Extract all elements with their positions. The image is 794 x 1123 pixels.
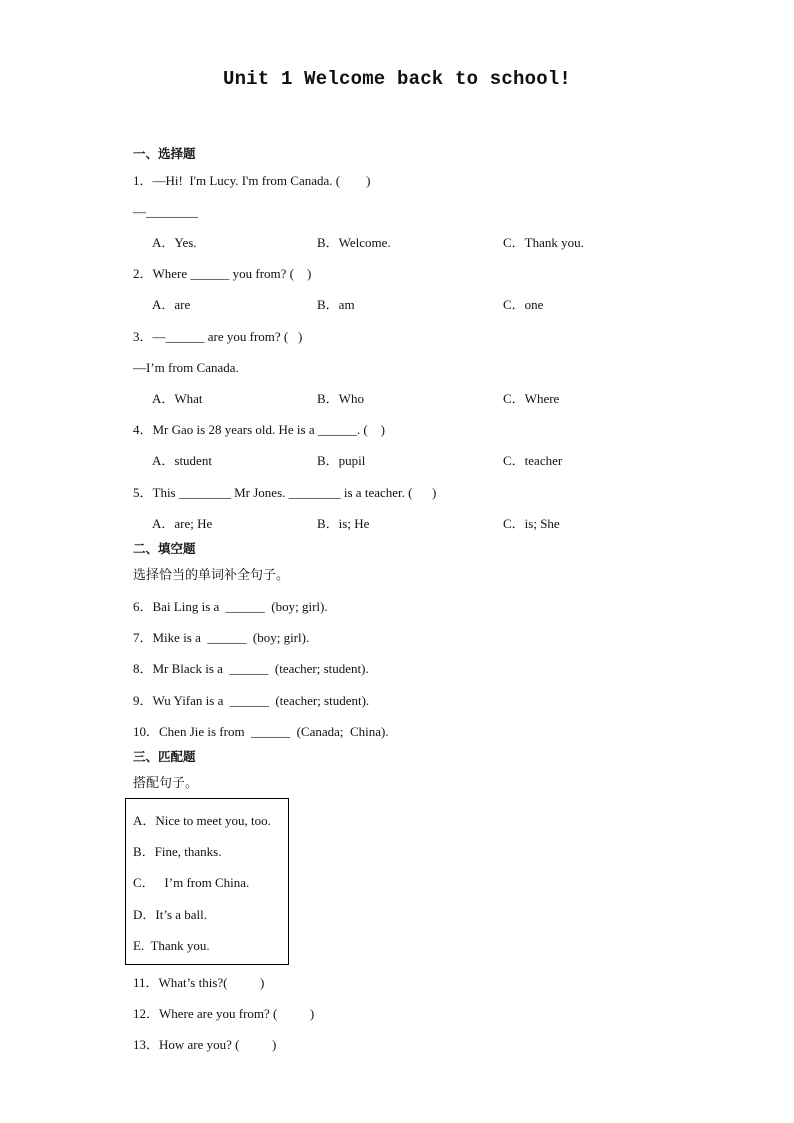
section-instruction: 选择恰当的单词补全句子。 xyxy=(133,568,290,583)
question-answer-blank: —________ xyxy=(133,204,198,219)
page-title: Unit 1 Welcome back to school! xyxy=(222,68,572,90)
option-a: A．Yes. xyxy=(152,235,197,250)
question-stem: 3．—______ are you from? ( ) xyxy=(133,329,303,344)
fill-blank-item: 6．Bai Ling is a ______ (boy; girl). xyxy=(133,599,328,614)
option-c: C．one xyxy=(503,297,544,312)
question-stem: 1．—Hi! I'm Lucy. I'm from Canada. ( ) xyxy=(133,173,371,188)
section-heading-fill-blank: 二、填空题 xyxy=(133,541,196,556)
section-heading-choice: 一、选择题 xyxy=(133,146,196,161)
matching-choice: A．Nice to meet you, too. xyxy=(133,813,271,828)
option-c: C．Thank you. xyxy=(503,235,584,250)
matching-question: 13．How are you? ( ) xyxy=(133,1037,277,1052)
section-heading-matching: 三、匹配题 xyxy=(133,749,196,764)
option-a: A．are xyxy=(152,297,191,312)
option-a: A．student xyxy=(152,453,212,468)
matching-choice: E. Thank you. xyxy=(133,938,210,953)
option-c: C．teacher xyxy=(503,453,563,468)
matching-choice: D．It’s a ball. xyxy=(133,907,208,922)
option-b: B．Who xyxy=(317,391,364,406)
fill-blank-item: 9．Wu Yifan is a ______ (teacher; student). xyxy=(133,693,370,708)
option-a: A．are; He xyxy=(152,516,213,531)
matching-question: 12．Where are you from? ( ) xyxy=(133,1006,315,1021)
option-b: B．is; He xyxy=(317,516,370,531)
question-stem: 4．Mr Gao is 28 years old. He is a ______. ( ) xyxy=(133,422,386,437)
fill-blank-item: 10．Chen Jie is from ______ (Canada; China). xyxy=(133,724,389,739)
option-b: B．Welcome. xyxy=(317,235,391,250)
matching-question: 11．What’s this?( ) xyxy=(133,975,265,990)
matching-choice: B．Fine, thanks. xyxy=(133,844,222,859)
option-a: A．What xyxy=(152,391,203,406)
question-dialogue-line: —I’m from Canada. xyxy=(133,360,239,375)
question-stem: 5．This ________ Mr Jones. ________ is a teacher. ( ) xyxy=(133,485,437,500)
option-b: B．am xyxy=(317,297,355,312)
option-c: C．is; She xyxy=(503,516,560,531)
matching-choice: C． I’m from China. xyxy=(133,875,250,890)
option-b: B．pupil xyxy=(317,453,366,468)
matching-choices-box xyxy=(125,798,289,965)
option-c: C．Where xyxy=(503,391,560,406)
question-stem: 2．Where ______ you from? ( ) xyxy=(133,266,312,281)
fill-blank-item: 8．Mr Black is a ______ (teacher; student). xyxy=(133,661,369,676)
section-instruction: 搭配句子。 xyxy=(133,776,199,791)
fill-blank-item: 7．Mike is a ______ (boy; girl). xyxy=(133,630,310,645)
